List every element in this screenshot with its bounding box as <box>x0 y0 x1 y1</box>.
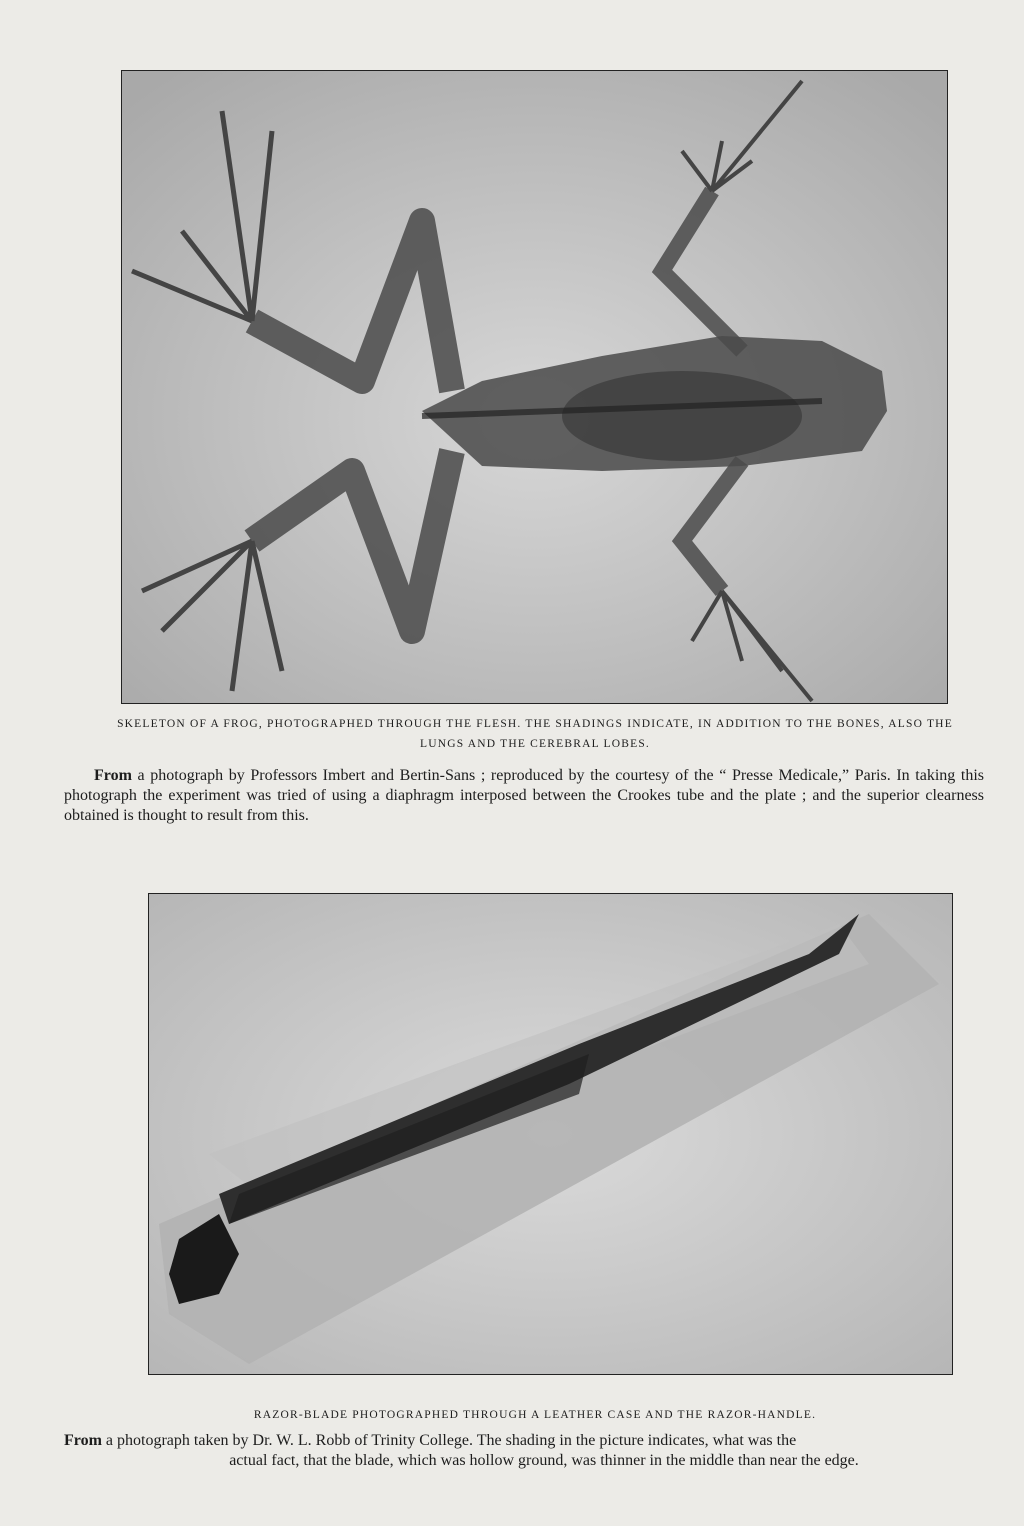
figure-credit <box>64 766 984 826</box>
credit-lead-word: From <box>94 767 132 784</box>
credit-text-line-2: actual fact, that the blade, which was hollow ground, was thinner in the middle than near the edge. <box>229 1452 859 1469</box>
credit-text-line-1: a photograph taken by Dr. W. L. Robb of Trinity College. The shading in the picture indicates, what was the <box>101 1432 797 1449</box>
razor-xray-photo <box>148 893 953 1375</box>
credit-lead-word: From <box>64 1432 102 1449</box>
frog-xray-photo <box>121 70 948 704</box>
figure-caption: SKELETON OF A FROG, PHOTOGRAPHED THROUGH THE FLESH. THE SHADINGS INDICATE, IN ADDITION TO THE BONES, ALSO THE LUNGS AND THE CEREBRAL LOBES. <box>117 718 953 750</box>
figure-caption: RAZOR-BLADE PHOTOGRAPHED THROUGH A LEATHER CASE AND THE RAZOR-HANDLE. <box>253 1409 817 1421</box>
credit-text: a photograph by Professors Imbert and Bertin-Sans ; reproduced by the courtesy of the “ Presse Medicale,” Paris. In taking this photograph the experiment was tried of using a diaphragm interposed between the Crookes tube and the plate ; and the superior clearness obtained is thought to result from this. <box>64 767 984 824</box>
figure-credit <box>64 1431 984 1471</box>
